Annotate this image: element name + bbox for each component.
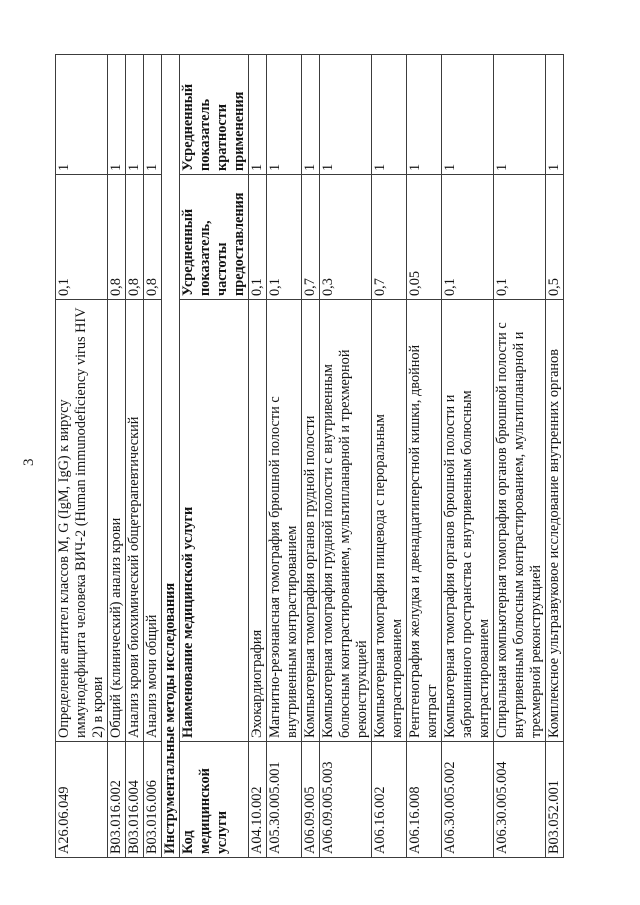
frequency-text: 0,5 bbox=[546, 278, 562, 296]
multiplicity-text: 1 bbox=[494, 163, 510, 171]
name-line: 2) в крови bbox=[90, 676, 106, 738]
name-line: Компьютерная томография пищевода с пероральным bbox=[372, 414, 388, 738]
page-number: 3 bbox=[21, 458, 37, 466]
name-line: реконструкцией bbox=[354, 640, 370, 738]
code-cell bbox=[442, 742, 494, 858]
table-body bbox=[56, 55, 564, 858]
name-cell bbox=[546, 300, 564, 742]
frequency-text: 0,1 bbox=[494, 278, 510, 296]
header-frequency bbox=[180, 175, 249, 300]
multiplicity-text: 1 bbox=[546, 163, 562, 171]
frequency-cell bbox=[126, 175, 144, 300]
multiplicity-cell bbox=[126, 55, 144, 175]
code-text: A06.09.005.003 bbox=[320, 761, 336, 854]
code-text: B03.016.002 bbox=[108, 780, 124, 854]
name-line: забрюшинного пространства с внутривенным болюсным bbox=[459, 390, 475, 738]
name-line: Спиральная компьютерная томография органов брюшной полости с bbox=[494, 322, 510, 738]
frequency-cell bbox=[249, 175, 267, 300]
medical-services-table bbox=[55, 54, 564, 858]
table-row bbox=[494, 55, 546, 858]
name-line: внутривенным болюсным контрастированием, мультипланарной и bbox=[511, 331, 527, 738]
name-line: Общий (клинический) анализ крови bbox=[108, 517, 124, 738]
code-cell bbox=[546, 742, 564, 858]
multiplicity-cell bbox=[249, 55, 267, 175]
code-text: A26.06.049 bbox=[56, 786, 72, 854]
header-line: частоты bbox=[214, 242, 230, 296]
header-line: Наименование медицинской услуги bbox=[180, 506, 196, 738]
header-line: Усредненный bbox=[180, 208, 196, 296]
name-line: Анализ мочи общий bbox=[144, 614, 160, 738]
table-row bbox=[302, 55, 320, 858]
header-line: Код bbox=[180, 830, 196, 854]
name-cell bbox=[320, 300, 372, 742]
table-row bbox=[108, 55, 126, 858]
frequency-cell bbox=[407, 175, 442, 300]
multiplicity-cell bbox=[442, 55, 494, 175]
multiplicity-text: 1 bbox=[320, 163, 336, 171]
frequency-text: 0,1 bbox=[442, 278, 458, 296]
multiplicity-text: 1 bbox=[372, 163, 388, 171]
section-title-cell bbox=[162, 55, 180, 858]
name-line: контрастированием bbox=[476, 618, 492, 738]
frequency-text: 0,7 bbox=[302, 278, 318, 296]
code-cell bbox=[108, 742, 126, 858]
table-row bbox=[126, 55, 144, 858]
code-text: B03.016.006 bbox=[144, 780, 160, 854]
frequency-cell bbox=[144, 175, 162, 300]
name-cell bbox=[302, 300, 320, 742]
table-row bbox=[249, 55, 267, 858]
code-text: A06.16.008 bbox=[407, 786, 423, 854]
header-line: применения bbox=[231, 91, 247, 171]
code-cell bbox=[407, 742, 442, 858]
name-cell bbox=[144, 300, 162, 742]
code-cell bbox=[320, 742, 372, 858]
multiplicity-cell bbox=[546, 55, 564, 175]
frequency-cell bbox=[546, 175, 564, 300]
name-line: болюсным контрастированием, мультипланарной и трехмерной bbox=[337, 349, 353, 738]
table-row bbox=[144, 55, 162, 858]
header-line: медицинской bbox=[197, 768, 213, 854]
name-line: Комплексное ультразвуковое исследование внутренних органов bbox=[546, 349, 562, 738]
name-cell bbox=[407, 300, 442, 742]
multiplicity-text: 1 bbox=[108, 163, 124, 171]
frequency-text: 0,8 bbox=[108, 278, 124, 296]
code-text: A06.30.005.004 bbox=[494, 761, 510, 854]
name-line: Компьютерная томография органов грудной полости bbox=[302, 415, 318, 738]
frequency-cell bbox=[302, 175, 320, 300]
table-row bbox=[56, 55, 108, 858]
name-line: Компьютерная томография грудной полости с внутривенным bbox=[320, 364, 336, 738]
name-cell bbox=[442, 300, 494, 742]
frequency-cell bbox=[372, 175, 407, 300]
frequency-text: 0,1 bbox=[249, 278, 265, 296]
table-row bbox=[320, 55, 372, 858]
multiplicity-cell bbox=[494, 55, 546, 175]
name-line: контраст bbox=[424, 684, 440, 738]
name-cell bbox=[494, 300, 546, 742]
multiplicity-text: 1 bbox=[56, 163, 72, 171]
name-line: Анализ крови биохимический общетерапевтический bbox=[126, 416, 142, 738]
code-text: A05.30.005.001 bbox=[267, 761, 283, 854]
header-line: кратности bbox=[214, 104, 230, 171]
multiplicity-cell bbox=[407, 55, 442, 175]
multiplicity-cell bbox=[56, 55, 108, 175]
code-cell bbox=[249, 742, 267, 858]
section-title: Инструментальные методы исследования bbox=[162, 582, 178, 854]
header-line: услуги bbox=[214, 811, 230, 854]
multiplicity-text: 1 bbox=[267, 163, 283, 171]
multiplicity-cell bbox=[267, 55, 302, 175]
name-line: Определение антител классов M, G (IgM, IgG) к вирусу bbox=[56, 399, 72, 738]
code-text: A06.30.005.002 bbox=[442, 761, 458, 854]
table-row bbox=[372, 55, 407, 858]
header-multiplicity bbox=[180, 55, 249, 175]
name-line: трехмерной реконструкцией bbox=[528, 564, 544, 738]
frequency-cell bbox=[494, 175, 546, 300]
multiplicity-cell bbox=[302, 55, 320, 175]
name-line: Эхокардиография bbox=[249, 629, 265, 738]
multiplicity-cell bbox=[108, 55, 126, 175]
code-cell bbox=[144, 742, 162, 858]
multiplicity-text: 1 bbox=[249, 163, 265, 171]
header-line: предоставления bbox=[231, 192, 247, 296]
frequency-text: 0,1 bbox=[267, 278, 283, 296]
code-cell bbox=[372, 742, 407, 858]
frequency-cell bbox=[56, 175, 108, 300]
multiplicity-text: 1 bbox=[302, 163, 318, 171]
header-line: показатель bbox=[197, 98, 213, 171]
name-cell bbox=[126, 300, 144, 742]
frequency-text: 0,1 bbox=[56, 278, 72, 296]
header-name bbox=[180, 300, 249, 742]
code-text: B03.016.004 bbox=[126, 780, 142, 854]
code-cell bbox=[302, 742, 320, 858]
header-line: показатель, bbox=[197, 220, 213, 296]
name-line: контрастированием bbox=[389, 618, 405, 738]
header-code bbox=[180, 742, 249, 858]
multiplicity-cell bbox=[144, 55, 162, 175]
frequency-cell bbox=[108, 175, 126, 300]
section-row bbox=[162, 55, 180, 858]
code-text: A04.10.002 bbox=[249, 786, 265, 854]
code-text: A06.16.002 bbox=[372, 786, 388, 854]
table-row bbox=[267, 55, 302, 858]
name-cell bbox=[267, 300, 302, 742]
code-cell bbox=[126, 742, 144, 858]
multiplicity-cell bbox=[372, 55, 407, 175]
code-text: B03.052.001 bbox=[546, 780, 562, 854]
frequency-cell bbox=[442, 175, 494, 300]
multiplicity-text: 1 bbox=[407, 163, 423, 171]
code-cell bbox=[494, 742, 546, 858]
code-cell bbox=[56, 742, 108, 858]
frequency-text: 0,3 bbox=[320, 278, 336, 296]
name-cell bbox=[249, 300, 267, 742]
frequency-text: 0,7 bbox=[372, 278, 388, 296]
frequency-text: 0,8 bbox=[144, 278, 160, 296]
name-line: Рентгенография желудка и двенадцатиперстной кишки, двойной bbox=[407, 344, 423, 738]
frequency-cell bbox=[267, 175, 302, 300]
name-cell bbox=[372, 300, 407, 742]
frequency-text: 0,8 bbox=[126, 278, 142, 296]
code-cell bbox=[267, 742, 302, 858]
multiplicity-text: 1 bbox=[144, 163, 160, 171]
name-line: Магнитно-резонансная томография брюшной полости с bbox=[267, 396, 283, 738]
column-header-row bbox=[180, 55, 249, 858]
header-line: Усредненный bbox=[180, 83, 196, 171]
name-cell bbox=[56, 300, 108, 742]
name-cell bbox=[108, 300, 126, 742]
table-row bbox=[407, 55, 442, 858]
frequency-text: 0,05 bbox=[407, 270, 423, 296]
name-line: внутривенным контрастированием bbox=[284, 525, 300, 738]
table-row bbox=[546, 55, 564, 858]
frequency-cell bbox=[320, 175, 372, 300]
multiplicity-cell bbox=[320, 55, 372, 175]
multiplicity-text: 1 bbox=[442, 163, 458, 171]
multiplicity-text: 1 bbox=[126, 163, 142, 171]
name-line: иммунодефицита человека ВИЧ-2 (Human immunodeficiency virus HIV bbox=[73, 307, 89, 738]
table-row bbox=[442, 55, 494, 858]
code-text: A06.09.005 bbox=[302, 786, 318, 854]
name-line: Компьютерная томография органов брюшной полости и bbox=[442, 394, 458, 738]
